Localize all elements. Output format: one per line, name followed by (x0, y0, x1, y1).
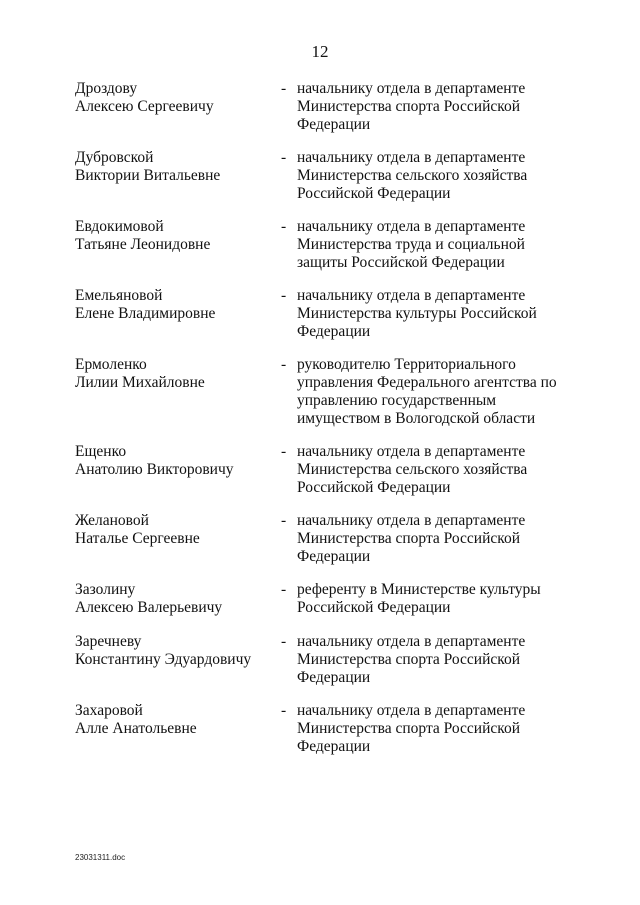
position-line: начальнику отдела в департаменте (297, 512, 526, 529)
recipient-surname: Емельяновой (75, 287, 163, 304)
recipient-surname: Евдокимовой (75, 218, 164, 235)
list-item (75, 512, 595, 581)
position-line: начальнику отдела в департаменте (297, 80, 526, 97)
recipient-surname: Желановой (75, 512, 149, 529)
recipient-name (75, 512, 275, 548)
dash-separator: - (281, 581, 287, 598)
file-name-footer: 23031311.doc (75, 853, 126, 862)
dash-separator: - (281, 512, 287, 529)
recipient-position (297, 581, 597, 617)
list-item (75, 80, 595, 149)
recipient-position (297, 287, 597, 341)
recipient-given-name: Лилии Михайловне (75, 374, 205, 391)
recipient-name (75, 581, 275, 617)
position-line: Федерации (297, 738, 371, 755)
recipient-name (75, 149, 275, 185)
recipient-given-name: Наталье Сергеевне (75, 530, 200, 547)
recipient-position (297, 356, 597, 428)
recipient-surname: Захаровой (75, 702, 143, 719)
position-line: защиты Российской Федерации (297, 254, 505, 271)
dash-separator: - (281, 287, 287, 304)
position-line: Российской Федерации (297, 599, 451, 616)
list-item (75, 356, 595, 443)
list-item (75, 287, 595, 356)
position-line: имуществом в Вологодской области (297, 410, 536, 427)
position-line: Федерации (297, 548, 371, 565)
dash-separator: - (281, 218, 287, 235)
recipient-name (75, 218, 275, 254)
recipient-position (297, 512, 597, 566)
position-line: начальнику отдела в департаменте (297, 149, 526, 166)
position-line: начальнику отдела в департаменте (297, 443, 526, 460)
position-line: управлению государственным (297, 392, 497, 409)
position-line: управления Федерального агентства по (297, 374, 557, 391)
list-item (75, 633, 595, 702)
position-line: Министерства культуры Российской (297, 305, 537, 322)
page-number: 12 (311, 42, 329, 61)
recipient-name (75, 80, 275, 116)
recipient-surname: Ермоленко (75, 356, 147, 373)
award-list (75, 80, 595, 771)
recipient-position (297, 80, 597, 134)
dash-separator: - (281, 633, 287, 650)
position-line: руководителю Территориального (297, 356, 516, 373)
recipient-position (297, 443, 597, 497)
position-line: Министерства спорта Российской (297, 651, 521, 668)
position-line: референту в Министерстве культуры (297, 581, 541, 598)
recipient-given-name: Алле Анатольевне (75, 720, 197, 737)
position-line: Министерства спорта Российской (297, 98, 521, 115)
recipient-name (75, 702, 275, 738)
recipient-position (297, 633, 597, 687)
position-line: Министерства спорта Российской (297, 720, 521, 737)
position-line: Российской Федерации (297, 185, 451, 202)
dash-separator: - (281, 356, 287, 373)
position-line: Министерства сельского хозяйства (297, 461, 528, 478)
list-item (75, 581, 595, 633)
recipient-surname: Заречневу (75, 633, 142, 650)
list-item (75, 443, 595, 512)
recipient-position (297, 702, 597, 756)
recipient-given-name: Алексею Валерьевичу (75, 599, 223, 616)
recipient-given-name: Алексею Сергеевичу (75, 98, 214, 115)
recipient-given-name: Татьяне Леонидовне (75, 236, 211, 253)
recipient-name (75, 443, 275, 479)
dash-separator: - (281, 80, 287, 97)
list-item (75, 702, 595, 771)
position-line: Российской Федерации (297, 479, 451, 496)
recipient-position (297, 218, 597, 272)
list-item (75, 149, 595, 218)
recipient-name (75, 633, 275, 669)
recipient-position (297, 149, 597, 203)
position-line: Министерства труда и социальной (297, 236, 525, 253)
recipient-name (75, 287, 275, 323)
position-line: начальнику отдела в департаменте (297, 633, 526, 650)
position-line: начальнику отдела в департаменте (297, 702, 526, 719)
recipient-surname: Зазолину (75, 581, 136, 598)
recipient-given-name: Константину Эдуардовичу (75, 651, 252, 668)
recipient-given-name: Елене Владимировне (75, 305, 216, 322)
position-line: начальнику отдела в департаменте (297, 218, 526, 235)
recipient-given-name: Анатолию Викторовичу (75, 461, 234, 478)
recipient-name (75, 356, 275, 392)
position-line: Федерации (297, 116, 371, 133)
position-line: начальнику отдела в департаменте (297, 287, 526, 304)
position-line: Федерации (297, 669, 371, 686)
recipient-surname: Дубровской (75, 149, 154, 166)
dash-separator: - (281, 702, 287, 719)
position-line: Министерства сельского хозяйства (297, 167, 528, 184)
recipient-surname: Дроздову (75, 80, 138, 97)
position-line: Федерации (297, 323, 371, 340)
list-item (75, 218, 595, 287)
recipient-surname: Ещенко (75, 443, 127, 460)
dash-separator: - (281, 149, 287, 166)
recipient-given-name: Виктории Витальевне (75, 167, 221, 184)
dash-separator: - (281, 443, 287, 460)
position-line: Министерства спорта Российской (297, 530, 521, 547)
